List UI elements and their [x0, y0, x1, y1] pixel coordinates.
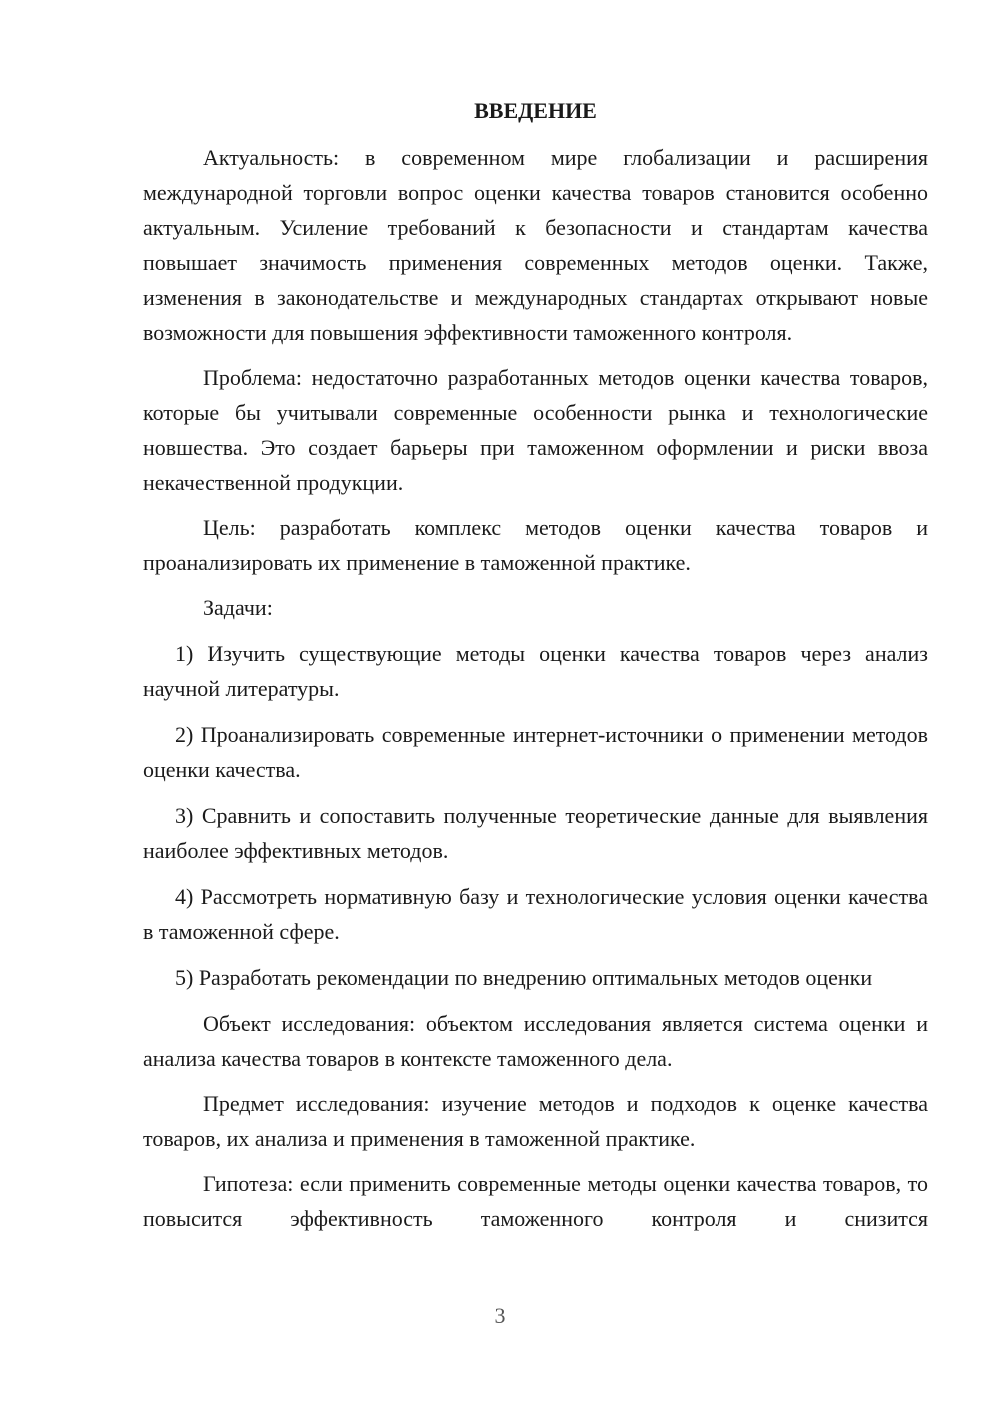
list-item: 1) Изучить существующие методы оценки качества товаров через анализ научной литературы. [143, 641, 928, 701]
paragraph-relevance: Актуальность: в современном мире глобализации и расширения международной торговли вопрос оценки качества товаров становится особенно актуальным. Усиление требований к безопасности и стандартам качества повышает значимость применения современных методов оценки. Также, изменения в законодательстве и международных стандартах открывают новые возможности для повышения эффективности таможенного контроля. [143, 145, 928, 345]
list-item: 5) Разработать рекомендации по внедрению оптимальных методов оценки [175, 965, 873, 990]
paragraph-object: Объект исследования: объектом исследования является система оценки и анализа качества товаров в контексте таможенного дела. [143, 1011, 928, 1071]
list-item: 4) Рассмотреть нормативную базу и технологические условия оценки качества в таможенной сфере. [143, 884, 928, 944]
tasks-list [143, 636, 928, 995]
paragraph-subject: Предмет исследования: изучение методов и подходов к оценке качества товаров, их анализа и применения в таможенной практике. [143, 1091, 928, 1151]
tasks-heading: Задачи: [203, 595, 273, 620]
page-title: ВВЕДЕНИЕ [474, 98, 597, 123]
paragraph-goal: Цель: разработать комплекс методов оценки качества товаров и проанализировать их применение в таможенной практике. [143, 515, 928, 575]
paragraph-hypothesis: Гипотеза: если применить современные методы оценки качества товаров, то повысится эффективность таможенного контроля и снизится [143, 1171, 928, 1231]
list-item: 2) Проанализировать современные интернет-источники о применении методов оценки качества. [143, 722, 928, 782]
document-page [143, 96, 928, 1246]
page-number: 3 [494, 1303, 506, 1328]
list-item: 3) Сравнить и сопоставить полученные теоретические данные для выявления наиболее эффективных методов. [143, 803, 928, 863]
paragraph-problem: Проблема: недостаточно разработанных методов оценки качества товаров, которые бы учитывали современные особенности рынка и технологические новшества. Это создает барьеры при таможенном оформлении и риски ввоза некачественной продукции. [143, 365, 928, 495]
